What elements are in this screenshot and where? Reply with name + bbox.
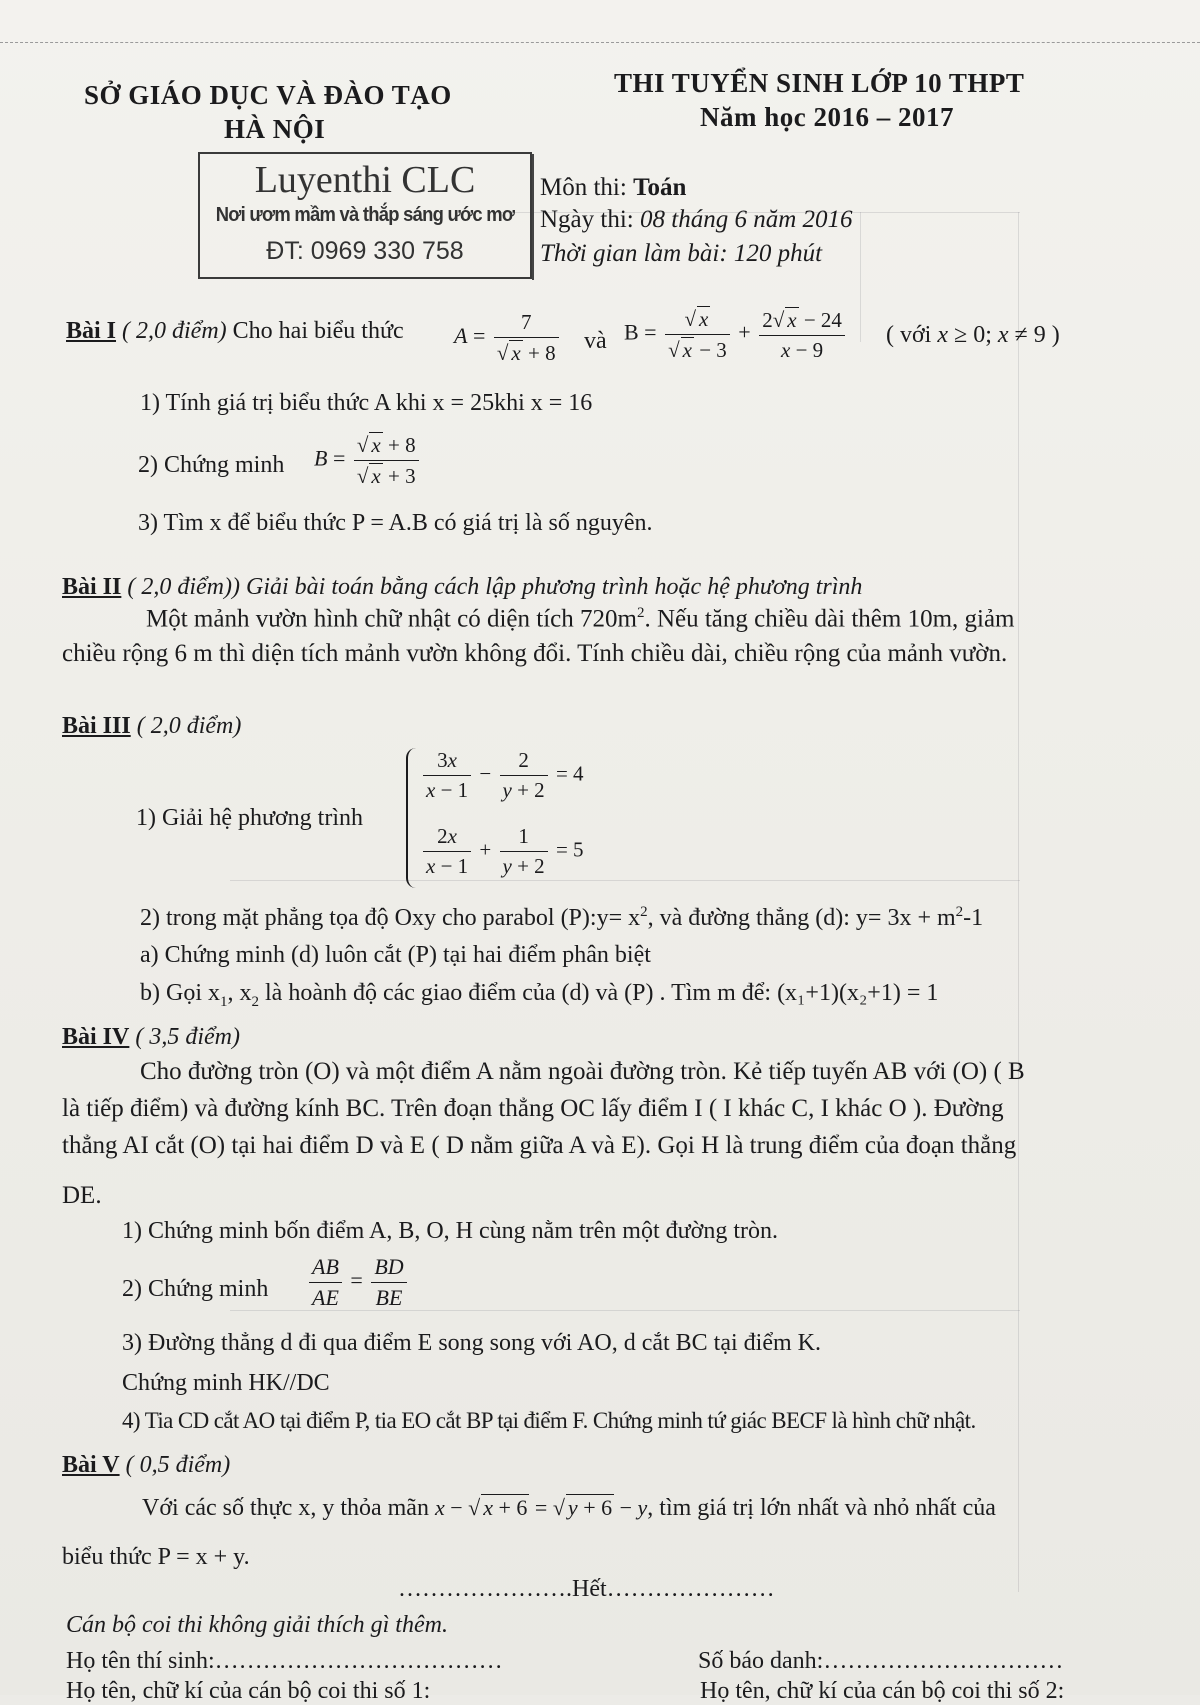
bai3-points: ( 2,0 điểm) [130,713,242,739]
stamp-name: Luyenthi CLC [254,159,476,201]
bai5-points: ( 0,5 điểm) [119,1452,231,1478]
conj-va: và [584,328,607,354]
bai2-points: ( 2,0 điểm)) [121,574,240,600]
candidate-name-field: Họ tên thí sinh:……………………………… [66,1648,503,1674]
bai3-q2-line: , và đường thẳng (d): y= 3x + m [647,905,956,931]
cond-label: ( với [886,322,932,348]
proctor2-signature: Họ tên, chữ kí của cán bộ coi thi số 2: [700,1678,1065,1704]
bai5-p2: biểu thức P = x + y. [62,1544,250,1570]
top-cut-line [0,42,1200,43]
bai4-p1: Cho đường tròn (O) và một điểm A nằm ngoài đường tròn. Kẻ tiếp tuyến AB với (O) ( B [140,1058,1025,1085]
duration-value: 120 phút [733,240,823,267]
bai4-q4: 4) Tia CD cắt AO tại điểm P, tia EO cắt BP tại điểm F. Chứng minh tứ giác BECF là hình chữ nhật. [122,1408,976,1433]
bai2-p1-sup: 2 [636,605,645,621]
proctor-note: Cán bộ coi thi không giải thích gì thêm. [66,1612,448,1638]
subject-value: Toán [633,174,687,201]
bai1-q1: 1) Tính giá trị biểu thức A khi x = 25khi x = 16 [140,390,593,416]
system-eq2: $\frac{2x}{x - 1}$ + $\frac{1}{y + 2}$ = 5 [420,824,584,879]
bai3-q2b-mid: là hoành độ các giao điểm của (d) và (P) . Tìm m để: [265,980,772,1006]
expr-b-simplified: B = $\frac{√ x + 8}{√ x + 3}$ [314,432,422,489]
proctor1-signature: Họ tên, chữ kí của cán bộ coi thi số 1: [66,1678,431,1704]
bai3-q2b-cond: (x₁+1)(x₂+1) = 1 [777,980,939,1006]
bai3-q2-end: -1 [963,905,984,931]
bai3-q2b-start: b) Gọi x [140,980,220,1006]
bai4-q1: 1) Chứng minh bốn điểm A, B, O, H cùng nằm trên một đường tròn. [122,1218,778,1244]
bai3-q2: 2) trong mặt phẳng tọa độ Oxy cho parabol (P):y= $x^2$, và đường thẳng (d): $y= 3x + m^2-1$ [140,904,984,931]
system-eq1: $\frac{3x}{x - 1}$ − $\frac{2}{y + 2}$ = 4 [420,748,584,803]
candidate-number-field: Số báo danh:………………………… [698,1648,1064,1674]
bai4-p2: là tiếp điểm) và đường kính BC. Trên đoạn thẳng OC lấy điểm I ( I khác C, I khác O ). Đường [62,1095,1004,1122]
system-brace [406,748,416,888]
bai1-q3: 3) Tìm x để biểu thức P = A.B có giá trị là số nguyên. [138,510,653,536]
bai3-intro [62,713,241,740]
department-city: HÀ NỘI [224,114,326,144]
bai3-q2-text: 2) trong mặt phẳng tọa độ Oxy cho parabol (P):y= x [140,905,641,931]
domain-condition: ( với x ≥ 0; x ≠ 9 ) [886,322,1060,348]
bai4-p4: DE. [62,1182,102,1209]
ratio-expr: $\frac{AB}{AE}$ = $\frac{BD}{BE}$ [306,1254,410,1311]
bleed-line [230,880,1020,881]
bai3-q1: 1) Giải hệ phương trình [136,805,363,831]
bai2-text: Giải bài toán bằng cách lập phương trình hoặc hệ phương trình [240,574,863,600]
bai2-p1-end: . Nếu tăng chiều dài thêm 10m, giảm [644,605,1015,633]
duration-line [540,240,822,268]
bleed-line [1018,212,1019,1592]
date-label: Ngày thi: [540,206,640,233]
stamp-divider [532,154,534,280]
bai1-title: Bài I [66,318,117,344]
bai5-p1-start: Với các số thực x, y thỏa mãn [142,1495,429,1521]
bai1-intro [66,318,404,345]
stamp-box [198,152,532,279]
bai2-p1 [146,605,1015,633]
bai3-title: Bài III [62,713,131,739]
bai4-q3b: Chứng minh HK//DC [122,1370,330,1396]
bai4-q3: 3) Đường thẳng d đi qua điểm E song song với AO, d cắt BC tại điểm K. [122,1330,821,1356]
subject-label: Môn thi: [540,174,634,201]
bleed-line [860,212,861,342]
bai2-p1-text: Một mảnh vườn hình chữ nhật có diện tích 720m [146,605,637,633]
bai5-title: Bài V [62,1452,120,1478]
exam-date-line [540,206,853,234]
bai4-p3: thẳng AI cắt (O) tại hai điểm D và E ( D nằm giữa A và E). Gọi H là trung điểm của đoạn thẳng [62,1132,1017,1159]
department-name: SỞ GIÁO DỤC VÀ ĐÀO TẠO [84,80,452,110]
expr-b: B = $\frac{√ x}{√ x - 3}$ + $\frac{2√ x - 24}{x - 9}$ [624,306,848,363]
bai1-points: ( 2,0 điểm) [116,318,227,344]
school-year: Năm học 2016 – 2017 [700,102,954,132]
subject-line [540,174,686,202]
bai1-text: Cho hai biểu thức [226,318,404,344]
bai4-points: ( 3,5 điểm) [129,1024,240,1050]
stamp-phone: ĐT: 0969 330 758 [266,237,464,265]
bai4-intro [62,1024,240,1051]
bai3-q2b: b) Gọi $x_1$, $x_2$ là hoành độ các giao điểm của (d) và (P) . Tìm m để: (x₁+1)(x₂+1) = 1 [140,980,939,1010]
bai1-q2: 2) Chứng minh [138,452,285,478]
bai2-p2: chiều rộng 6 m thì diện tích mảnh vườn không đổi. Tính chiều dài, chiều rộng của mảnh vườn. [62,640,1008,667]
bai5-intro [62,1452,230,1479]
bai5-p1-end: , tìm giá trị lớn nhất và nhỏ nhất của [647,1495,996,1521]
stamp-slogan: Nơi ươm mầm và thắp sáng ước mơ [215,204,515,226]
duration-label: Thời gian làm bài: [540,240,734,267]
bai3-q2a: a) Chứng minh (d) luôn cắt (P) tại hai điểm phân biệt [140,942,651,968]
bai5-p1: Với các số thực x, y thỏa mãn x − √ x + 6 = √ y + 6 − y, tìm giá trị lớn nhất và nhỏ nhất của [142,1495,996,1521]
bai4-title: Bài IV [62,1024,130,1050]
bai2-intro [62,574,862,601]
bai2-title: Bài II [62,574,122,600]
date-value: 08 tháng 6 năm 2016 [640,206,853,233]
exam-title: THI TUYỂN SINH LỚP 10 THPT [614,68,1025,98]
bai4-q2: 2) Chứng minh [122,1276,269,1302]
end-marker: ………………….Hết………………… [398,1576,775,1602]
expr-a: A = $\frac{7}{√ x + 8}$ [454,310,562,366]
